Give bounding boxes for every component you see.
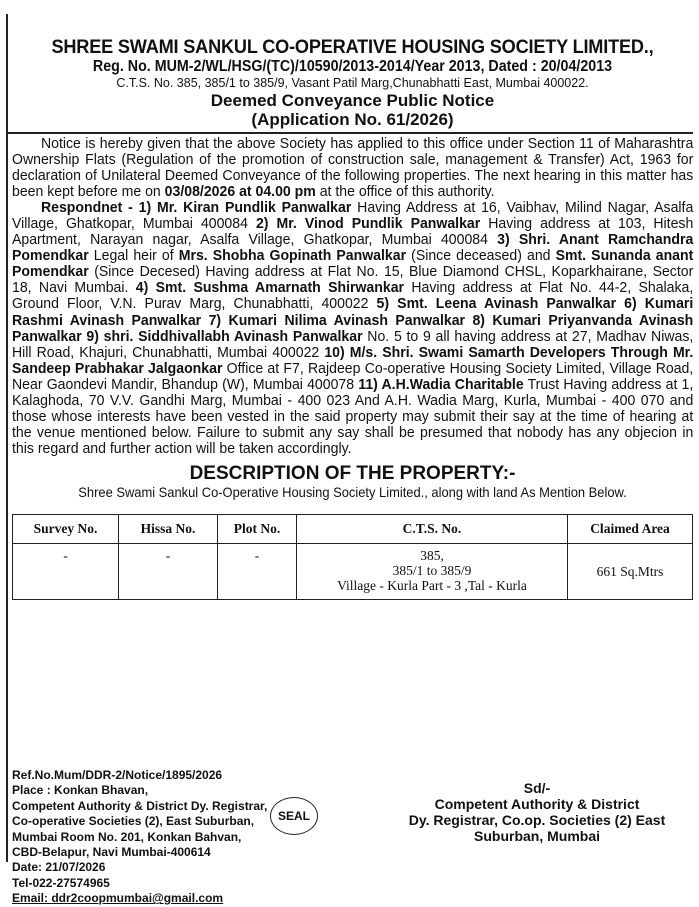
- cell-cts: [297, 544, 568, 600]
- respondent-3-heir: Mrs. Shobha Gopinath Panwalkar: [178, 248, 407, 265]
- respondent-3-name: 3) Shri. Anant Ramchandra Pomendkar: [12, 232, 694, 265]
- notice-paragraph: [12, 136, 693, 200]
- hearing-date: 03/08/2026 at 04.00 pm: [164, 183, 316, 200]
- column-header-area: Claimed Area: [568, 515, 693, 544]
- cell-hissa: -: [119, 544, 218, 600]
- cts-line-3: Village - Kurla Part - 3 ,Tal - Kurla: [337, 578, 527, 594]
- left-border-rule: [6, 14, 8, 862]
- respondents-5-9-address: No. 5 to 9 all having address at 27, Madhav Niwas, Hill Road, Khajuri, Chunabhatti, Mumbai 400022: [12, 328, 694, 361]
- notice-text: at the office of this authority.: [315, 183, 495, 200]
- column-header-hissa: Hissa No.: [119, 515, 218, 544]
- respondent-3-text: Legal heir of: [88, 248, 179, 265]
- column-header-plot: Plot No.: [218, 515, 297, 544]
- authority-line-2: Co-operative Societies (2), East Suburban,: [12, 814, 255, 829]
- signatory-line-2: Dy. Registrar, Co.op. Societies (2) East: [408, 812, 666, 828]
- respondent-3-text: (Since deceased) and: [406, 248, 556, 265]
- signatory-line-3: Suburban, Mumbai: [474, 828, 600, 844]
- application-number: (Application No. 61/2026): [251, 110, 454, 129]
- description-subtitle: Shree Swami Sankul Co-Operative Housing Society Limited., along with land As Mention Below.: [78, 485, 627, 501]
- cts-line-1: 385,: [420, 548, 444, 564]
- respondent-11-address: Trust Having address at 1, Kalaghoda, 70 V.V. Gandhi Marg, Mumbai - 400 023 And A.H. Wadia Marg, Kurla, Mumbai - 400 070 and those whose interests have been vested in the said property may submit their say at the time of hearing at the venue mentioned below. Failure to submit any say shall be presumed that nobody has any objecion in this regard and further action will be taken accordingly.: [12, 376, 694, 458]
- seal-stamp: SEAL: [270, 797, 318, 835]
- respondent-10-address: Office at F7, Rajdeep Co-operative Housing Society Limited, Village Road, Near Gaondevi Mandir, Bhandup (W), Mumbai 400078: [12, 360, 694, 393]
- email-link[interactable]: Email: ddr2coopmumbai@gmail.com: [12, 891, 224, 906]
- respondent-1-address: Having Address at 16, Vaibhav, Milind Nagar, Asalfa Village, Ghatkopar, Mumbai 400084: [12, 199, 694, 232]
- table-row: [13, 544, 693, 600]
- cell-area: 661 Sq.Mtrs: [568, 544, 693, 600]
- column-header-cts: C.T.S. No.: [297, 515, 568, 544]
- respondent-2-address: Having address at 103, Hitesh Apartment, Narayan nagar, Asalfa Village, Ghatkopar, Mumbai 400084: [12, 215, 694, 249]
- respondents-5-9-names: 5) Smt. Leena Avinash Panwalkar 6) Kumari Rashmi Avinash Panwalkar 7) Kumari Nilima Avinash Panwalkar 8) Kumari Priyanvanda Avinash Panwalkar 9) shri. Siddhivallabh Avinash Panwalkar: [12, 296, 694, 345]
- notice-body: [12, 136, 693, 458]
- respondent-1-name: Respondnet - 1) Mr. Kiran Pundlik Panwalkar: [40, 199, 352, 216]
- cbd-line: CBD-Belapur, Navi Mumbai-400614: [12, 845, 211, 860]
- notice-page: [12, 0, 693, 600]
- respondents-paragraph: [12, 200, 693, 458]
- table-header-row: [13, 515, 693, 544]
- signature-sd: Sd/-: [523, 780, 551, 796]
- cell-plot: -: [218, 544, 297, 600]
- property-table: [12, 514, 693, 600]
- authority-line-1: Competent Authority & District Dy. Registrar,: [12, 798, 268, 813]
- respondent-3-address: (Since Decesed) Having address at Flat No. 15, Blue Diamond CHSL, Koparkhairane, Sector 18, Navi Mumbai.: [12, 264, 694, 297]
- signature-block: [392, 780, 682, 844]
- cts-address-line: C.T.S. No. 385, 385/1 to 385/9, Vasant Patil Marg,Chunabhatti East, Mumbai 400022.: [116, 76, 589, 90]
- place: Place : Konkan Bhavan,: [12, 783, 149, 798]
- respondent-4-name: 4) Smt. Sushma Amarnath Shirwankar: [135, 280, 405, 297]
- date-line: Date: 21/07/2026: [12, 860, 106, 875]
- cell-survey: -: [13, 544, 119, 600]
- column-header-survey: Survey No.: [13, 515, 119, 544]
- signatory-line-1: Competent Authority & District: [434, 796, 640, 812]
- respondent-4-address: Having address at Flat No. 44-2, Shalaka, Ground Floor, V.N. Purav Marg, Chunabhatti, 400022: [12, 280, 694, 313]
- respondent-11-name: 11) A.H.Wadia Charitable: [358, 376, 524, 393]
- respondent-10-name: 10) M/s. Shri. Swami Samarth Developers Through Mr. Sandeep Prabhakar Jalgaonkar: [12, 344, 694, 377]
- respondent-2-name: 2) Mr. Vinod Pundlik Panwalkar: [255, 215, 481, 232]
- description-title: DESCRIPTION OF THE PROPERTY:-: [189, 463, 516, 485]
- notice-text: Notice is hereby given that the above Society has applied to this office under Section 11 of Maharashtra Ownership Flats (Regulation of the promotion of construction sale, management & Transfer) Act, 1963 for declaration of Unilateral Deemed Conveyance of the following properties. The next hearing in this matter has been kept before me on: [12, 135, 694, 200]
- footer-left: [12, 768, 342, 907]
- reference-number: Ref.No.Mum/DDR-2/Notice/1895/2026: [12, 768, 223, 782]
- header-divider: [6, 132, 693, 134]
- society-name: SHREE SWAMI SANKUL CO-OPERATIVE HOUSING SOCIETY LIMITED.,: [51, 36, 654, 58]
- respondent-3-heir-2: Smt. Sunanda anant Pomendkar: [12, 248, 694, 281]
- telephone: Tel-022-27574965: [12, 875, 110, 890]
- cts-line-2: 385/1 to 385/9: [392, 563, 472, 579]
- registration-line: Reg. No. MUM-2/WL/HSG/(TC)/10590/2013-2014/Year 2013, Dated : 20/04/2013: [92, 58, 613, 75]
- notice-title: Deemed Conveyance Public Notice: [210, 91, 495, 110]
- room-line: Mumbai Room No. 201, Konkan Bahvan,: [12, 829, 242, 844]
